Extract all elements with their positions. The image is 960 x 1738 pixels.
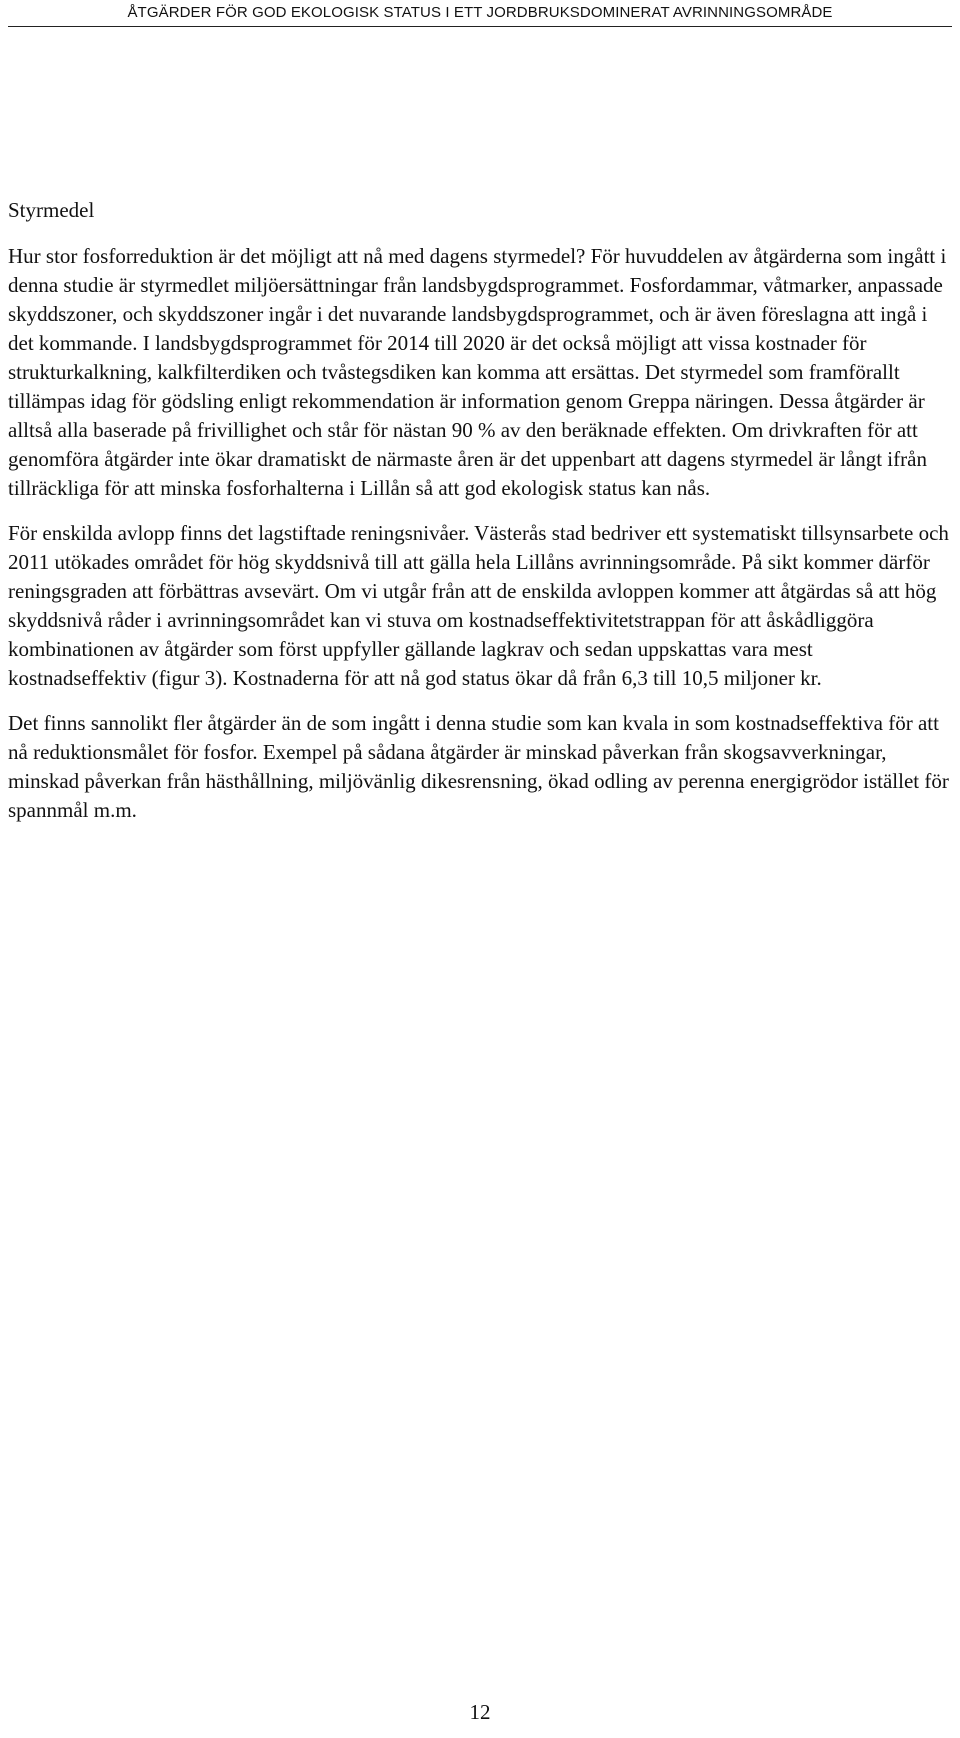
page-body — [8, 196, 952, 841]
paragraph-enskilda-avlopp: För enskilda avlopp finns det lagstiftade reningsnivåer. Västerås stad bedriver ett systematiskt tillsynsarbete och 2011 utökades området för hög skyddsnivå till att gälla hela Lillåns avrinningsområde. På sikt kommer därför reningsgraden att förbättras avsevärt. Om vi utgår från att de enskilda avloppen kommer att åtgärdas så att hög skyddsnivå råder i avrinningsområdet kan vi stuva om kostnadseffektivitetstrappan för att åskådliggöra kombinationen av åtgärder som först uppfyller gällande lagkrav och sedan uppskattas vara mest kostnadseffektiv (figur 3). Kostnaderna för att nå god status ökar då från 6,3 till 10,5 miljoner kr. — [8, 521, 949, 690]
section-heading: Styrmedel — [8, 198, 95, 222]
paragraph-styrmedel: Hur stor fosforreduktion är det möjligt att nå med dagens styrmedel? För huvuddelen av åtgärderna som ingått i denna studie är styrmedlet miljöersättningar från landsbygdsprogrammet. Fosfordammar, våtmarker, anpassade skyddszoner, och skyddszoner ingår i det nuvarande landsbygdsprogrammet, och är även föreslagna att ingå i det kommande. I landsbygdsprogrammet för 2014 till 2020 är det också möjligt att vissa kostnader för strukturkalkning, kalkfilterdiken och tvåstegsdiken kan komma att ersättas. Det styrmedel som framförallt tillämpas idag för gödsling enligt rekommendation är information genom Greppa näringen. Dessa åtgärder är alltså alla baserade på frivillighet och står för nästan 90 % av den beräknade effekten. Om drivkraften för att genomföra åtgärder inte ökar dramatiskt de närmaste åren är det uppenbart att dagens styrmedel är långt ifrån tillräckliga för att minska fosforhalterna i Lillån så att god ekologisk status kan nås. — [8, 244, 947, 500]
paragraph-fler-atgarder: Det finns sannolikt fler åtgärder än de som ingått i denna studie som kan kvala in som kostnadseffektiva för att nå reduktionsmålet för fosfor. Exempel på sådana åtgärder är minskad påverkan från skogsavverkningar, minskad påverkan från hästhållning, miljövänlig dikesrensning, ökad odling av perenna energigrödor istället för spannmål m.m. — [8, 711, 949, 822]
page-number: 12 — [469, 1700, 491, 1724]
running-header: ÅTGÄRDER FÖR GOD EKOLOGISK STATUS I ETT JORDBRUKSDOMINERAT AVRINNINGSOMRÅDE — [127, 4, 833, 21]
header-divider — [8, 26, 952, 27]
